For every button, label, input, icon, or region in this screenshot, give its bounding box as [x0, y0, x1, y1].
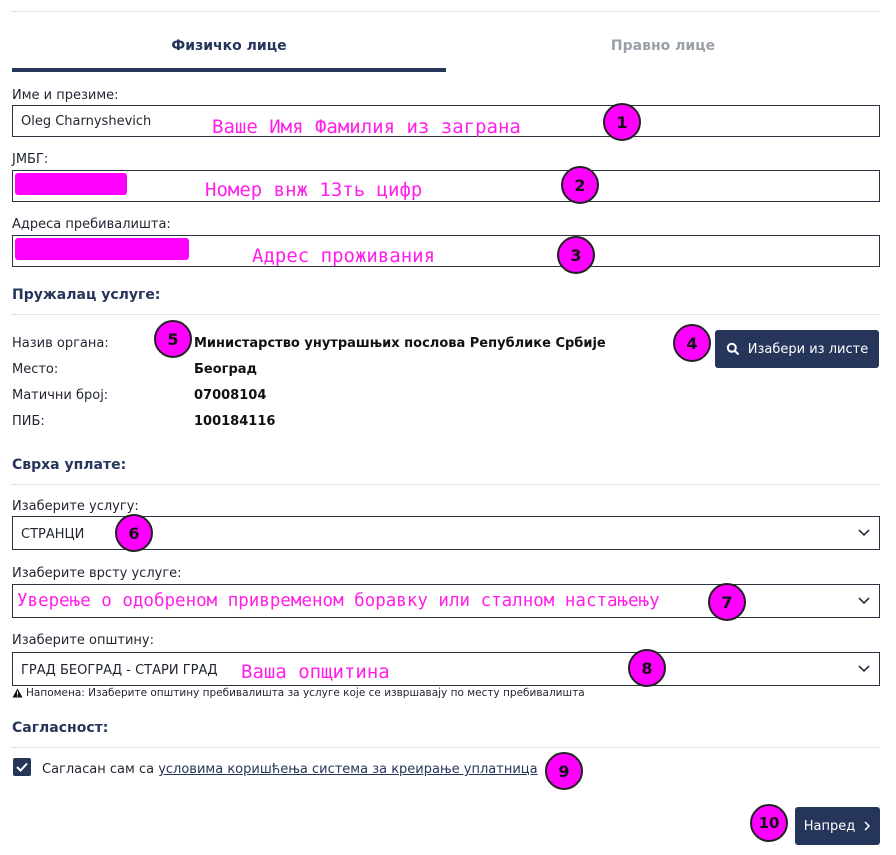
next-button[interactable]	[795, 807, 880, 845]
agency-name-value: Министарство унутрашњих послова Републике Србије	[194, 336, 606, 351]
municipality-select[interactable]	[12, 652, 880, 686]
chevron-down-icon	[857, 662, 871, 676]
badge-3: 3	[557, 236, 595, 274]
municipality-select-value: ГРАД БЕОГРАД - СТАРИ ГРАД	[21, 663, 218, 678]
pib-value: 100184116	[194, 414, 276, 429]
jmbg-input[interactable]	[12, 170, 880, 202]
jmbg-hint-annotation: Номер внж 13ть цифр	[205, 179, 423, 201]
warning-icon	[12, 688, 23, 698]
service-type-label: Изаберите врсту услуге:	[12, 566, 182, 581]
agency-name-key: Назив органа:	[12, 336, 109, 351]
registry-number-key: Матични број:	[12, 388, 109, 403]
tab-individual[interactable]: Физичко лице	[12, 38, 446, 72]
chevron-down-icon	[857, 526, 871, 540]
badge-4: 4	[673, 324, 711, 362]
badge-10: 10	[750, 804, 788, 842]
consent-prefix: Сагласан сам са	[42, 762, 155, 777]
tab-legal-entity[interactable]: Правно лице	[610, 38, 716, 54]
terms-link[interactable]: условима коришћења система за креирање уплатница	[158, 762, 538, 777]
service-type-select[interactable]	[12, 584, 880, 618]
purpose-section-title: Сврха уплате:	[12, 457, 127, 473]
badge-9: 9	[545, 752, 583, 790]
address-hint-annotation: Адрес проживания	[252, 245, 436, 267]
badge-6: 6	[115, 514, 153, 552]
address-label: Адреса пребивалишта:	[12, 217, 171, 232]
municipality-label: Изаберите општину:	[12, 633, 154, 648]
consent-checkbox[interactable]	[13, 758, 31, 776]
search-icon	[726, 342, 740, 356]
badge-5: 5	[154, 320, 192, 358]
registry-number-value: 07008104	[194, 388, 267, 403]
choose-from-list-button[interactable]	[715, 330, 879, 368]
badge-7: 7	[708, 583, 746, 621]
provider-section-title: Пружалац услуге:	[12, 287, 161, 303]
provider-divider	[12, 314, 880, 315]
checkmark-icon	[16, 762, 28, 772]
consent-text	[42, 762, 538, 777]
name-hint-annotation: Ваше Имя Фамилия из заграна	[212, 116, 521, 138]
address-input[interactable]	[12, 235, 880, 267]
municipality-note	[12, 687, 585, 699]
badge-8: 8	[628, 649, 666, 687]
jmbg-redaction	[15, 173, 127, 195]
top-divider	[12, 11, 880, 12]
municipality-note-text: Напомена: Изаберите општину пребивалишта за услуге које се извршавају по месту пребивалишта	[26, 687, 585, 699]
jmbg-label: ЈМБГ:	[12, 152, 49, 167]
name-label: Име и презиме:	[12, 88, 119, 103]
badge-1: 1	[603, 103, 641, 141]
next-button-label: Напред	[803, 818, 856, 834]
place-key: Место:	[12, 362, 59, 377]
chevron-down-icon	[857, 594, 871, 608]
service-type-select-value: Уверење о одобреном привременом боравку или сталном настањењу	[17, 591, 660, 611]
address-redaction	[15, 238, 189, 260]
place-value: Београд	[194, 362, 258, 377]
pib-key: ПИБ:	[12, 414, 45, 429]
name-input-value: Oleg Charnyshevich	[21, 114, 152, 129]
chevron-right-icon	[863, 821, 871, 831]
municipality-hint-annotation: Ваша опщитина	[241, 661, 390, 683]
service-label: Изаберите услугу:	[12, 499, 139, 514]
consent-section-title: Сагласност:	[12, 720, 109, 736]
choose-from-list-label: Изабери из листе	[747, 341, 869, 357]
purpose-divider	[12, 484, 880, 485]
service-select-value: СТРАНЦИ	[21, 527, 85, 542]
badge-2: 2	[561, 166, 599, 204]
consent-divider	[12, 747, 880, 748]
